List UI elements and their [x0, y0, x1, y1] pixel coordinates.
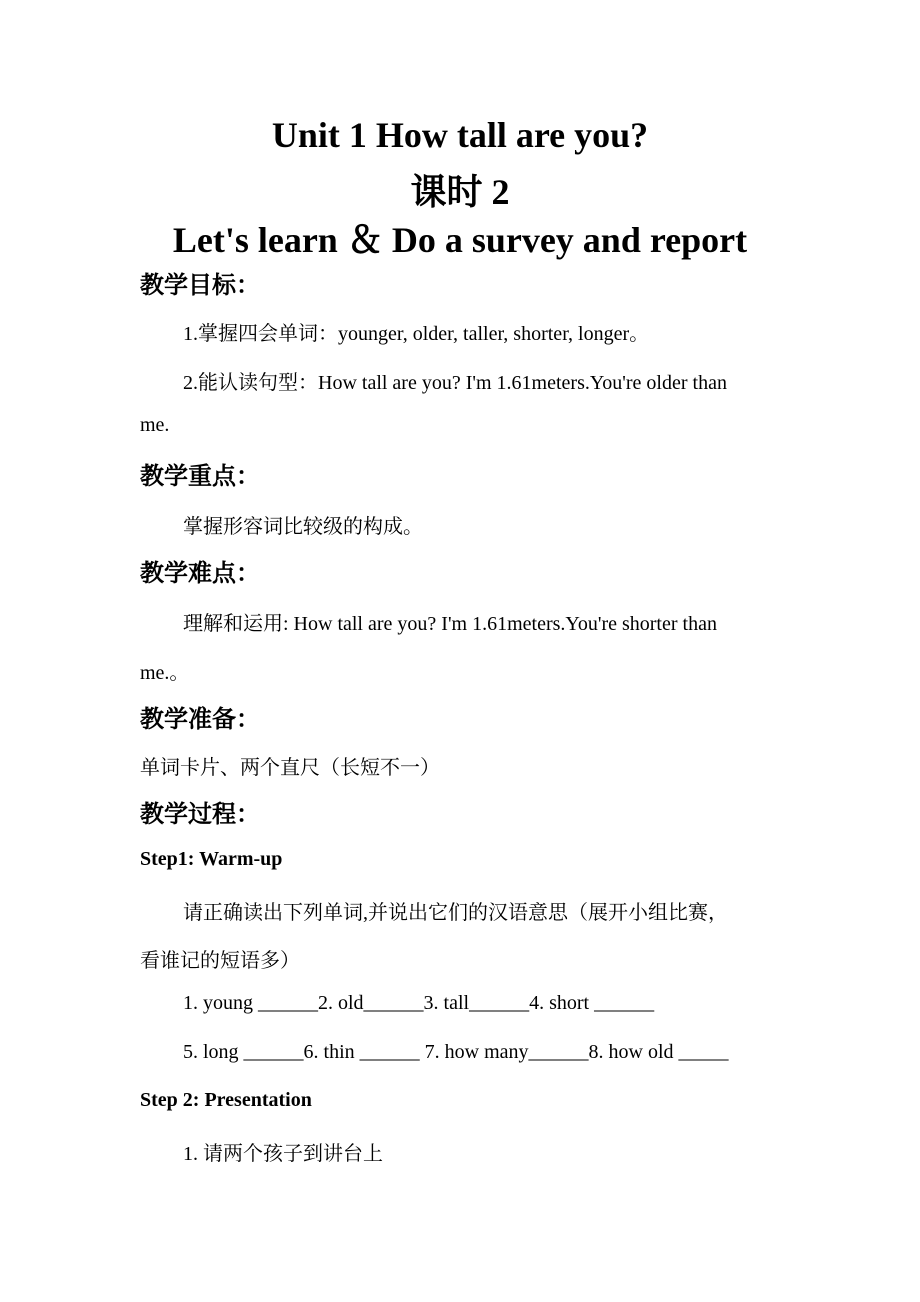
difficulties-heading: 教学难点：	[140, 559, 260, 587]
difficulties-text: 理解和运用: How tall are you? I'm 1.61meters.You're shorter than	[183, 613, 717, 635]
lesson-number: 课时 2	[410, 172, 510, 212]
objective-item-1: 1.掌握四会单词：younger, older, taller, shorter, longer。	[183, 323, 650, 345]
document-title: Unit 1 How tall are you?	[271, 115, 649, 155]
objective-item-2: 2.能认读句型：How tall are you? I'm 1.61meters.You're older than	[183, 372, 727, 394]
step2-item-1: 1. 请两个孩子到讲台上	[183, 1143, 383, 1165]
step1-label: Step1: Warm-up	[140, 848, 283, 870]
lesson-subtitle: Let's learn ＆ Do a survey and report	[172, 220, 748, 260]
process-heading: 教学过程：	[140, 800, 260, 828]
objective-item-2-continued: me.	[140, 414, 170, 436]
step1-word-list-row-1: 1. young ______2. old______3. tall______4. short ______	[183, 992, 655, 1014]
preparation-text: 单词卡片、两个直尺（长短不一）	[140, 757, 440, 779]
preparation-heading: 教学准备：	[140, 705, 260, 733]
objectives-heading: 教学目标：	[140, 271, 260, 299]
step2-label: Step 2: Presentation	[140, 1089, 312, 1111]
step1-word-list-row-2: 5. long ______6. thin ______ 7. how many______8. how old _____	[183, 1041, 729, 1063]
step1-instruction-continued: 看谁记的短语多）	[140, 950, 300, 972]
step1-instruction: 请正确读出下列单词,并说出它们的汉语意思（展开小组比赛，	[183, 902, 728, 924]
difficulties-text-continued: me.。	[140, 662, 190, 684]
key-points-heading: 教学重点：	[140, 462, 260, 490]
key-points-text: 掌握形容词比较级的构成。	[183, 516, 423, 538]
